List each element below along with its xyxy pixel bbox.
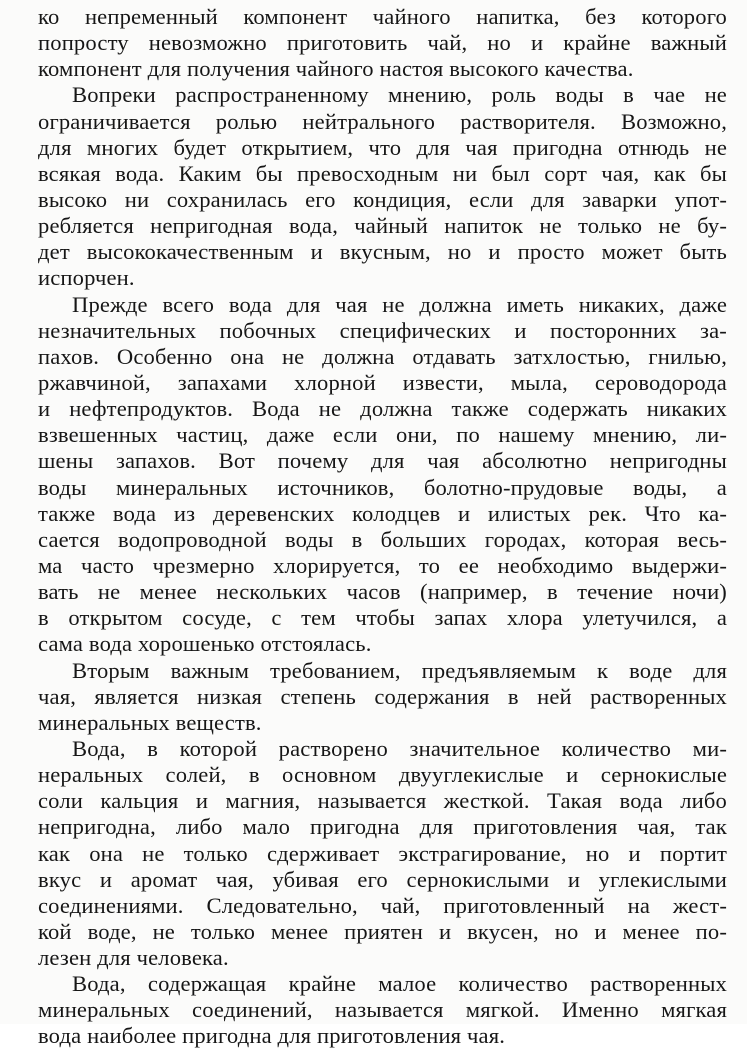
- text-line: Вопреки распространенному мнению, роль воды в чае не: [72, 82, 727, 108]
- text-line: ограничивается ролью нейтрального растворителя. Возможно,: [38, 108, 727, 134]
- text-line: пахов. Особенно она не должна отдавать затхлостью, гнилью,: [38, 343, 727, 369]
- text-line: как она не только сдерживает экстрагирование, но и портит: [38, 840, 727, 866]
- text-line: также вода из деревенских колодцев и илистых рек. Что ка-: [38, 500, 727, 526]
- text-line: непригодна, либо мало пригодна для приготовления чая, так: [38, 814, 727, 840]
- text-line: вода наиболее пригодна для приготовления чая.: [38, 1023, 506, 1049]
- paragraph: [38, 971, 727, 1049]
- text-line: и нефтепродуктов. Вода не должна также содержать никаких: [38, 396, 727, 422]
- text-line: ко непременный компонент чайного напитка, без которого: [38, 4, 727, 29]
- text-line: в открытом сосуде, с тем чтобы запах хлора улетучился, а: [38, 605, 727, 631]
- paragraph: [38, 82, 727, 291]
- text-line: ржавчиной, запахами хлорной извести, мыла, сероводорода: [38, 369, 727, 395]
- text-line: испорчен.: [38, 265, 135, 291]
- text-line: вкус и аромат чая, убивая его сернокислыми и углекислыми: [38, 866, 727, 892]
- paragraph: [38, 736, 727, 971]
- text-line: минеральных соединений, называется мягкой. Именно мягкая: [38, 997, 727, 1023]
- text-line: взвешенных частиц, даже если они, по нашему мнению, ли-: [38, 422, 727, 448]
- text-line: высоко ни сохранилась его кондиция, если для заварки упот-: [38, 186, 727, 212]
- text-line: воды минеральных источников, болотно-прудовые воды, а: [38, 474, 727, 500]
- text-line: ребляется непригодная вода, чайный напиток не только не бу-: [38, 213, 727, 239]
- text-line: сама вода хорошенько отстоялась.: [38, 631, 372, 657]
- text-line: для многих будет открытием, что для чая пригодна отнюдь не: [38, 134, 727, 160]
- text-line: Прежде всего вода для чая не должна иметь никаких, даже: [72, 291, 727, 317]
- text-line: кой воде, не только менее приятен и вкусен, но и менее по-: [38, 918, 727, 944]
- text-line: Вода, содержащая крайне малое количество растворенных: [72, 971, 727, 997]
- text-line: сается водопроводной воды в больших городах, которая весь-: [38, 526, 727, 552]
- text-line: шены запахов. Вот почему для чая абсолютно непригодны: [38, 448, 727, 474]
- text-line: дет высококачественным и вкусным, но и просто может быть: [38, 239, 727, 265]
- text-line: лезен для человека.: [38, 945, 229, 971]
- text-line: Вода, в которой растворено значительное количество ми-: [72, 735, 727, 761]
- text-line: неральных солей, в основном двууглекислые и сернокислые: [38, 762, 727, 788]
- text-line: минеральных веществ.: [38, 709, 262, 735]
- text-line: соли кальция и магния, называется жесткой. Такая вода либо: [38, 788, 727, 814]
- body-text: [38, 4, 727, 1050]
- text-line: чая, является низкая степень содержания в ней растворенных: [38, 683, 727, 709]
- text-line: соединениями. Следовательно, чай, приготовленный на жест-: [38, 892, 727, 918]
- text-line: компонент для получения чайного настоя высокого качества.: [38, 56, 634, 82]
- text-line: попросту невозможно приготовить чай, но и крайне важный: [38, 30, 727, 56]
- paragraph: [38, 292, 727, 658]
- paragraph: [38, 4, 727, 82]
- text-line: ма часто чрезмерно хлорируется, то ее необходимо выдержи-: [38, 552, 727, 578]
- text-line: вать не менее нескольких часов (например, в течение ночи): [38, 579, 727, 605]
- paragraph: [38, 658, 727, 736]
- text-line: всякая вода. Каким бы превосходным ни был сорт чая, как бы: [38, 160, 727, 186]
- text-line: Вторым важным требованием, предъявляемым к воде для: [72, 657, 727, 683]
- text-line: незначительных побочных специфических и посторонних за-: [38, 317, 727, 343]
